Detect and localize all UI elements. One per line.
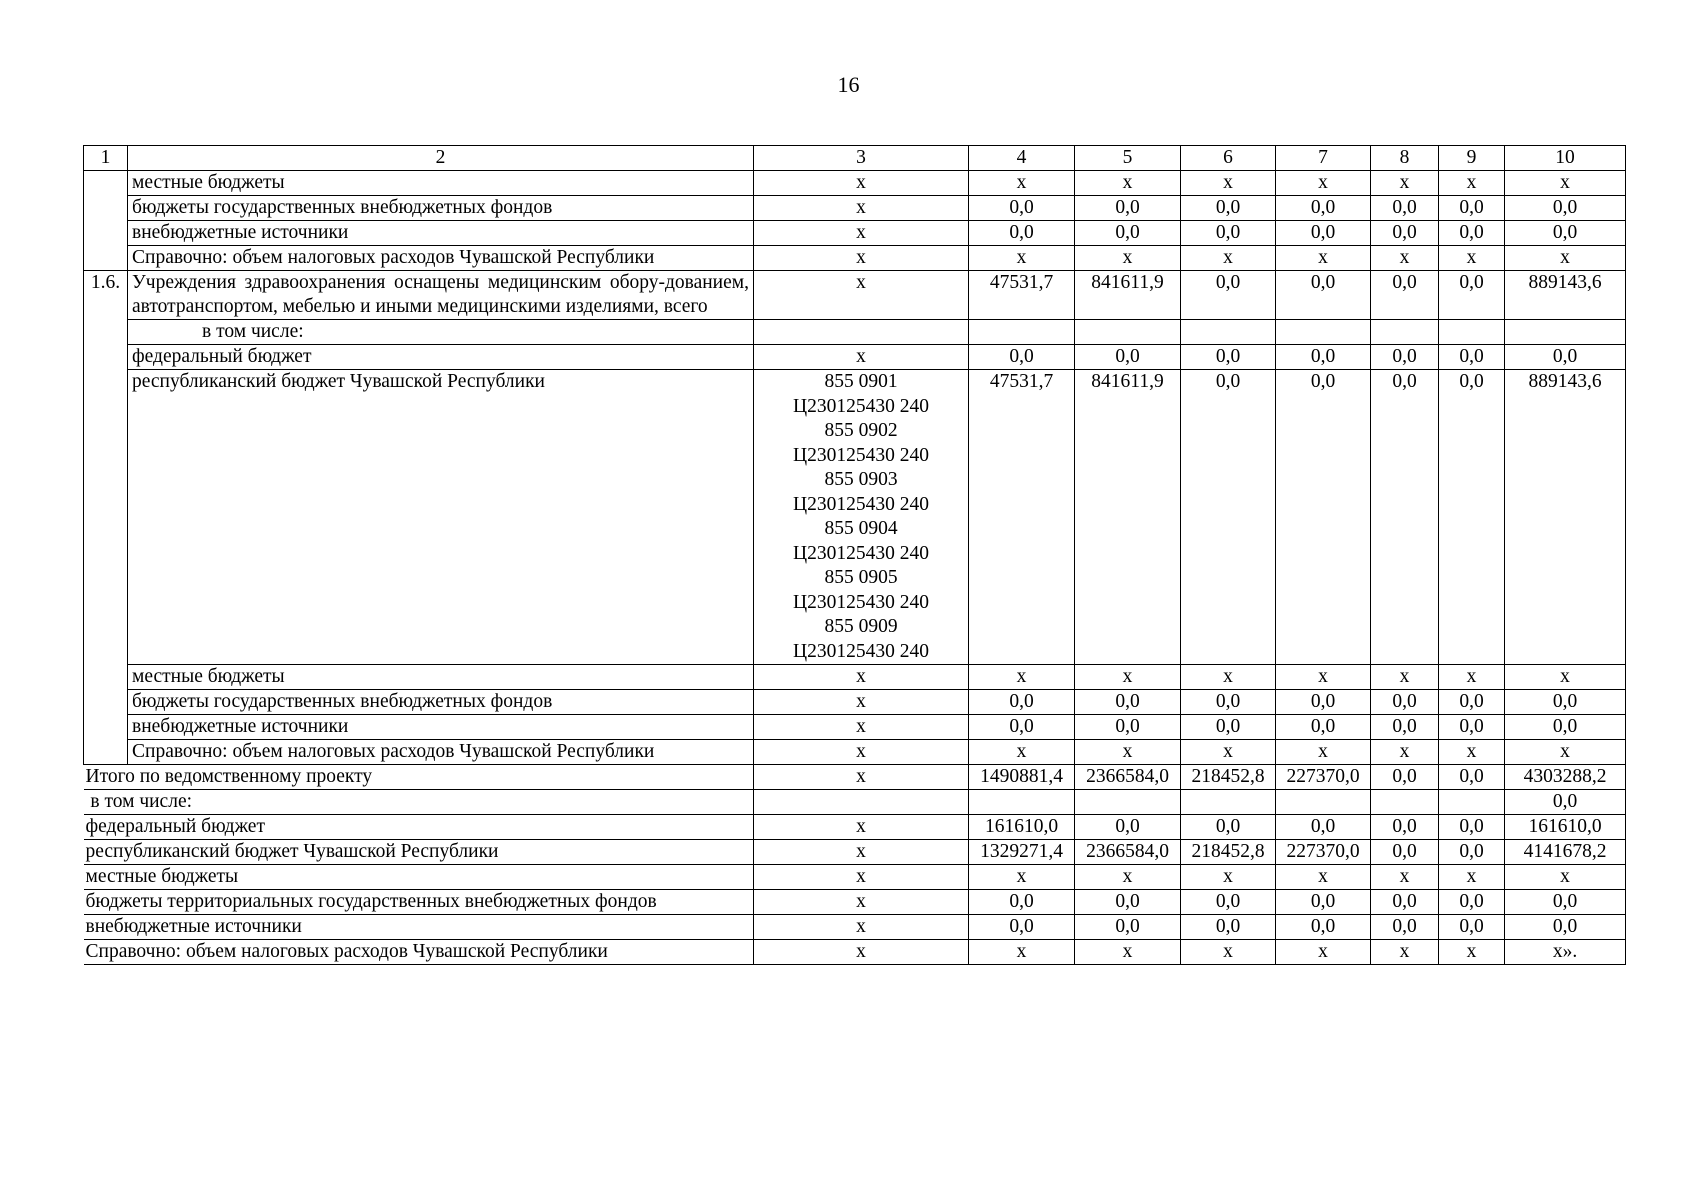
including-row (84, 320, 1626, 345)
value-cell: 0,0 (1371, 915, 1439, 940)
row-label: внебюджетные источники (128, 221, 754, 246)
table-row (84, 246, 1626, 271)
value-cell: 0,0 (1181, 815, 1276, 840)
budget-code: х (754, 665, 969, 690)
value-cell: 227370,0 (1276, 765, 1371, 790)
page-number: 16 (837, 72, 860, 97)
value-cell: 0,0 (1505, 790, 1626, 815)
value-cell: 0,0 (1276, 915, 1371, 940)
value-cell: х (1439, 665, 1505, 690)
value-cell: х (969, 665, 1075, 690)
value-cell: х (1371, 740, 1439, 765)
value-cell: 0,0 (969, 221, 1075, 246)
item-number: 1.6. (84, 271, 128, 765)
value-cell: х (969, 865, 1075, 890)
budget-code: 855 0902 (824, 420, 898, 441)
value-cell: 0,0 (1276, 890, 1371, 915)
value-cell: 0,0 (1371, 815, 1439, 840)
value-cell: 2366584,0 (1075, 765, 1181, 790)
value-cell: х (1181, 171, 1276, 196)
value-cell: 0,0 (1439, 196, 1505, 221)
value-cell: х (1439, 865, 1505, 890)
value-cell: 0,0 (1439, 345, 1505, 370)
including-label: в том числе: (128, 320, 754, 345)
value-cell: 0,0 (1505, 890, 1626, 915)
row-label: внебюджетные источники (84, 915, 754, 940)
value-cell: х (1075, 171, 1181, 196)
budget-code: 855 0904 (824, 518, 898, 539)
row-label: бюджеты государственных внебюджетных фондов (128, 196, 754, 221)
value-cell: 0,0 (1075, 890, 1181, 915)
budget-table (83, 145, 1626, 965)
row-label: бюджеты государственных внебюджетных фондов (128, 690, 754, 715)
value-cell: х (1371, 665, 1439, 690)
row-label: бюджеты территориальных государственных внебюджетных фондов (84, 890, 754, 915)
value-cell: 4141678,2 (1505, 840, 1626, 865)
column-header: 3 (754, 146, 969, 171)
value-cell: х (1371, 246, 1439, 271)
value-cell: 0,0 (1181, 271, 1276, 320)
value-cell: 218452,8 (1181, 840, 1276, 865)
value-cell: 0,0 (1075, 715, 1181, 740)
budget-code: х (754, 171, 969, 196)
row-label: внебюджетные источники (128, 715, 754, 740)
value-cell: 0,0 (1505, 915, 1626, 940)
budget-code: Ц230125430 240 (793, 444, 929, 466)
budget-code: 855 0905 (824, 567, 898, 588)
value-cell: х (1505, 865, 1626, 890)
value-cell: 47531,7 (969, 271, 1075, 320)
value-cell: х (1075, 940, 1181, 965)
value-cell: 0,0 (1439, 765, 1505, 790)
value-cell: х (1276, 865, 1371, 890)
row-label: Справочно: объем налоговых расходов Чувашской Республики (84, 940, 754, 965)
row-label: Справочно: объем налоговых расходов Чувашской Республики (128, 246, 754, 271)
value-cell: 0,0 (969, 915, 1075, 940)
value-cell (1439, 790, 1505, 815)
budget-code (754, 790, 969, 815)
value-cell: 0,0 (1181, 196, 1276, 221)
value-cell: 0,0 (1439, 690, 1505, 715)
total-row (84, 790, 1626, 815)
value-cell: х (1439, 940, 1505, 965)
value-cell: х (1505, 171, 1626, 196)
budget-code: х (754, 740, 969, 765)
column-header: 8 (1371, 146, 1439, 171)
budget-code: 855 0901 (824, 371, 898, 392)
value-cell: 0,0 (1371, 196, 1439, 221)
value-cell: 0,0 (1371, 715, 1439, 740)
budget-code: х (754, 840, 969, 865)
budget-code: х (754, 271, 969, 320)
value-cell: 0,0 (1505, 690, 1626, 715)
value-cell: х (1439, 246, 1505, 271)
value-cell: 0,0 (1371, 271, 1439, 320)
budget-code: 855 0909 (824, 616, 898, 637)
budget-code: х (754, 196, 969, 221)
value-cell: 0,0 (1181, 715, 1276, 740)
value-cell: 0,0 (969, 196, 1075, 221)
value-cell: 0,0 (1439, 890, 1505, 915)
value-cell: 0,0 (1075, 690, 1181, 715)
value-cell: 0,0 (1439, 915, 1505, 940)
budget-code-list (754, 370, 969, 665)
value-cell: х (1276, 740, 1371, 765)
column-header: 6 (1181, 146, 1276, 171)
value-cell: х (969, 940, 1075, 965)
column-header: 5 (1075, 146, 1181, 171)
value-cell: 0,0 (1276, 196, 1371, 221)
table-row (84, 171, 1626, 196)
budget-code: Ц230125430 240 (793, 640, 929, 662)
value-cell: х (969, 740, 1075, 765)
value-cell: 0,0 (1439, 815, 1505, 840)
value-cell: 47531,7 (969, 370, 1075, 665)
value-cell: 4303288,2 (1505, 765, 1626, 790)
value-cell: 0,0 (1371, 690, 1439, 715)
value-cell: х (1181, 740, 1276, 765)
value-cell: х (1075, 665, 1181, 690)
value-cell: 0,0 (1181, 690, 1276, 715)
row-label: в том числе: (84, 790, 754, 815)
value-cell: 0,0 (1505, 345, 1626, 370)
budget-code: Ц230125430 240 (793, 493, 929, 515)
row-label: местные бюджеты (128, 665, 754, 690)
value-cell: 0,0 (1371, 345, 1439, 370)
value-cell (1181, 790, 1276, 815)
value-cell: 2366584,0 (1075, 840, 1181, 865)
value-cell: 0,0 (969, 345, 1075, 370)
value-cell: 0,0 (1439, 370, 1505, 665)
value-cell: х (1505, 665, 1626, 690)
value-cell: 0,0 (1371, 765, 1439, 790)
value-cell: 0,0 (1181, 370, 1276, 665)
value-cell: х (1075, 246, 1181, 271)
total-row (84, 840, 1626, 865)
value-cell: 0,0 (1075, 221, 1181, 246)
row-label: республиканский бюджет Чувашской Республики (128, 370, 754, 665)
value-cell: х (1505, 246, 1626, 271)
item-row (84, 271, 1626, 320)
row-label: Справочно: объем налоговых расходов Чувашской Республики (128, 740, 754, 765)
empty-cell (754, 320, 969, 345)
column-header: 4 (969, 146, 1075, 171)
value-cell: 0,0 (1276, 690, 1371, 715)
table-row (84, 370, 1626, 665)
header-row (84, 146, 1626, 171)
budget-code: Ц230125430 240 (793, 542, 929, 564)
row-number-empty (84, 171, 128, 271)
value-cell: 0,0 (1181, 345, 1276, 370)
budget-code: х (754, 890, 969, 915)
value-cell: 0,0 (1505, 715, 1626, 740)
value-cell: 227370,0 (1276, 840, 1371, 865)
column-header: 2 (128, 146, 754, 171)
row-label: федеральный бюджет (128, 345, 754, 370)
value-cell: х (969, 246, 1075, 271)
value-cell: 0,0 (1505, 221, 1626, 246)
empty-cell (1276, 320, 1371, 345)
budget-code: х (754, 865, 969, 890)
value-cell: 0,0 (1181, 221, 1276, 246)
value-cell: х (1181, 246, 1276, 271)
row-label: республиканский бюджет Чувашской Республики (84, 840, 754, 865)
value-cell: 218452,8 (1181, 765, 1276, 790)
value-cell: х (1439, 171, 1505, 196)
value-cell: х (969, 171, 1075, 196)
value-cell: 0,0 (1075, 345, 1181, 370)
value-cell: 0,0 (1439, 840, 1505, 865)
budget-code: х (754, 815, 969, 840)
value-cell: х (1075, 865, 1181, 890)
value-cell: 0,0 (1075, 915, 1181, 940)
column-header: 7 (1276, 146, 1371, 171)
total-row (84, 940, 1626, 965)
value-cell: 841611,9 (1075, 271, 1181, 320)
budget-code: х (754, 246, 969, 271)
value-cell: 0,0 (1181, 890, 1276, 915)
table-row (84, 221, 1626, 246)
value-cell: 0,0 (1439, 271, 1505, 320)
value-cell: х (1075, 740, 1181, 765)
value-cell: х (1371, 171, 1439, 196)
value-cell: 0,0 (1276, 345, 1371, 370)
budget-code: х (754, 765, 969, 790)
value-cell: 0,0 (1276, 370, 1371, 665)
value-cell: х (1181, 940, 1276, 965)
value-cell: 0,0 (1371, 370, 1439, 665)
value-cell: 0,0 (1276, 221, 1371, 246)
value-cell: 0,0 (1276, 815, 1371, 840)
value-cell: 161610,0 (1505, 815, 1626, 840)
value-cell: 0,0 (969, 890, 1075, 915)
value-cell: 0,0 (1371, 840, 1439, 865)
total-row (84, 890, 1626, 915)
value-cell (1371, 790, 1439, 815)
value-cell: 0,0 (1075, 196, 1181, 221)
table-row (84, 345, 1626, 370)
value-cell: 161610,0 (969, 815, 1075, 840)
budget-code: х (754, 915, 969, 940)
empty-cell (1505, 320, 1626, 345)
value-cell (1075, 790, 1181, 815)
row-label: местные бюджеты (84, 865, 754, 890)
budget-code: х (754, 345, 969, 370)
budget-code: Ц230125430 240 (793, 395, 929, 417)
value-cell: 0,0 (1371, 221, 1439, 246)
row-label: местные бюджеты (128, 171, 754, 196)
column-header: 9 (1439, 146, 1505, 171)
value-cell: 889143,6 (1505, 370, 1626, 665)
empty-cell (1181, 320, 1276, 345)
value-cell: 1329271,4 (969, 840, 1075, 865)
value-cell: 1490881,4 (969, 765, 1075, 790)
table-row (84, 690, 1626, 715)
empty-cell (1371, 320, 1439, 345)
row-label: федеральный бюджет (84, 815, 754, 840)
value-cell: 0,0 (1439, 715, 1505, 740)
value-cell: х (1371, 940, 1439, 965)
value-cell: 0,0 (969, 690, 1075, 715)
total-row (84, 865, 1626, 890)
value-cell: х (1276, 246, 1371, 271)
value-cell: 0,0 (1276, 715, 1371, 740)
value-cell: х (1276, 665, 1371, 690)
table-row (84, 740, 1626, 765)
empty-cell (1439, 320, 1505, 345)
budget-code: х (754, 690, 969, 715)
value-cell: 889143,6 (1505, 271, 1626, 320)
value-cell: х (1276, 171, 1371, 196)
value-cell: 841611,9 (1075, 370, 1181, 665)
value-cell: 0,0 (1439, 221, 1505, 246)
table-row (84, 196, 1626, 221)
table-row (84, 665, 1626, 690)
value-cell: 0,0 (1371, 890, 1439, 915)
value-cell: 0,0 (1505, 196, 1626, 221)
value-cell (1276, 790, 1371, 815)
value-cell: х». (1505, 940, 1626, 965)
budget-code: Ц230125430 240 (793, 591, 929, 613)
budget-code: х (754, 715, 969, 740)
value-cell: 0,0 (969, 715, 1075, 740)
value-cell: х (1181, 865, 1276, 890)
column-header: 1 (84, 146, 128, 171)
value-cell: 0,0 (1276, 271, 1371, 320)
empty-cell (969, 320, 1075, 345)
value-cell: х (1439, 740, 1505, 765)
item-title: Учреждения здравоохранения оснащены медицинским обору-дованием, автотранспортом, мебелью и иными медицинскими изделиями, всего (128, 271, 754, 320)
value-cell: х (1181, 665, 1276, 690)
row-label: Итого по ведомственному проекту (84, 765, 754, 790)
total-row (84, 765, 1626, 790)
value-cell: 0,0 (1181, 915, 1276, 940)
value-cell: х (1505, 740, 1626, 765)
budget-code: х (754, 221, 969, 246)
column-header: 10 (1505, 146, 1626, 171)
total-row (84, 915, 1626, 940)
value-cell (969, 790, 1075, 815)
table-row (84, 715, 1626, 740)
value-cell: х (1276, 940, 1371, 965)
empty-cell (1075, 320, 1181, 345)
total-row (84, 815, 1626, 840)
budget-code: х (754, 940, 969, 965)
value-cell: 0,0 (1075, 815, 1181, 840)
budget-code: 855 0903 (824, 469, 898, 490)
value-cell: х (1371, 865, 1439, 890)
